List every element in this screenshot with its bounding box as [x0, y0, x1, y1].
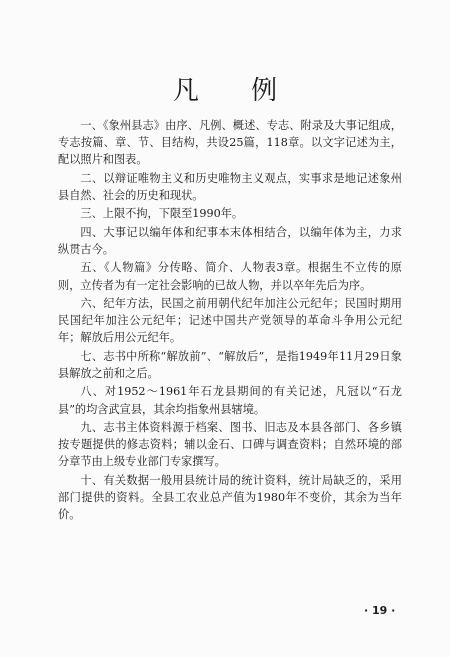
guidelines-body: [58, 117, 402, 525]
guideline-paragraph-4: 四、大事记以编年体和纪事本末体相结合，以编年体为主，力求纵贯古今。: [58, 225, 402, 256]
page-title: 凡 例: [172, 76, 300, 106]
page-number: · 19 ·: [364, 604, 396, 617]
guideline-paragraph-8: 八、对1952～1961年石龙县期间的有关记述，凡冠以“石龙县”的均含武宣县，其余均指象州县辖境。: [58, 385, 402, 416]
guideline-paragraph-1: 一、《象州县志》由序、凡例、概述、专志、附录及大事记组成，专志按篇、章、节、目结构，共设25篇，118章。以文字记述为主，配以照片和图表。: [58, 119, 402, 167]
guideline-paragraph-7: 七、志书中所称“解放前”、“解放后”，是指1949年11月29日象县解放之前和之后。: [58, 349, 402, 380]
guideline-paragraph-5: 五、《人物篇》分传略、简介、人物表3章。根据生不立传的原则，立传者为有一定社会影响的已故人物，并以卒年先后为序。: [58, 261, 402, 292]
guideline-paragraph-6: 六、纪年方法，民国之前用朝代纪年加注公元纪年；民国时期用民国纪年加注公元纪年；记述中国共产党领导的革命斗争用公元纪年；解放后用公元纪年。: [58, 296, 402, 345]
guideline-paragraph-9: 九、志书主体资料源于档案、图书、旧志及本县各部门、各乡镇按专题提供的修志资料；辅以金石、口碑与调查资料；自然环境的部分章节由上级专业部门专家撰写。: [58, 420, 402, 469]
guideline-paragraph-2: 二、以辩证唯物主义和历史唯物主义观点，实事求是地记述象州县自然、社会的历史和现状。: [58, 171, 402, 202]
guideline-paragraph-3: 三、上限不拘，下限至1990年。: [80, 207, 244, 221]
guideline-paragraph-10: 十、有关数据一般用县统计局的统计资料，统计局缺乏的，采用部门提供的资料。全县工农业总产值为1980年不变价，其余为当年价。: [58, 473, 402, 522]
